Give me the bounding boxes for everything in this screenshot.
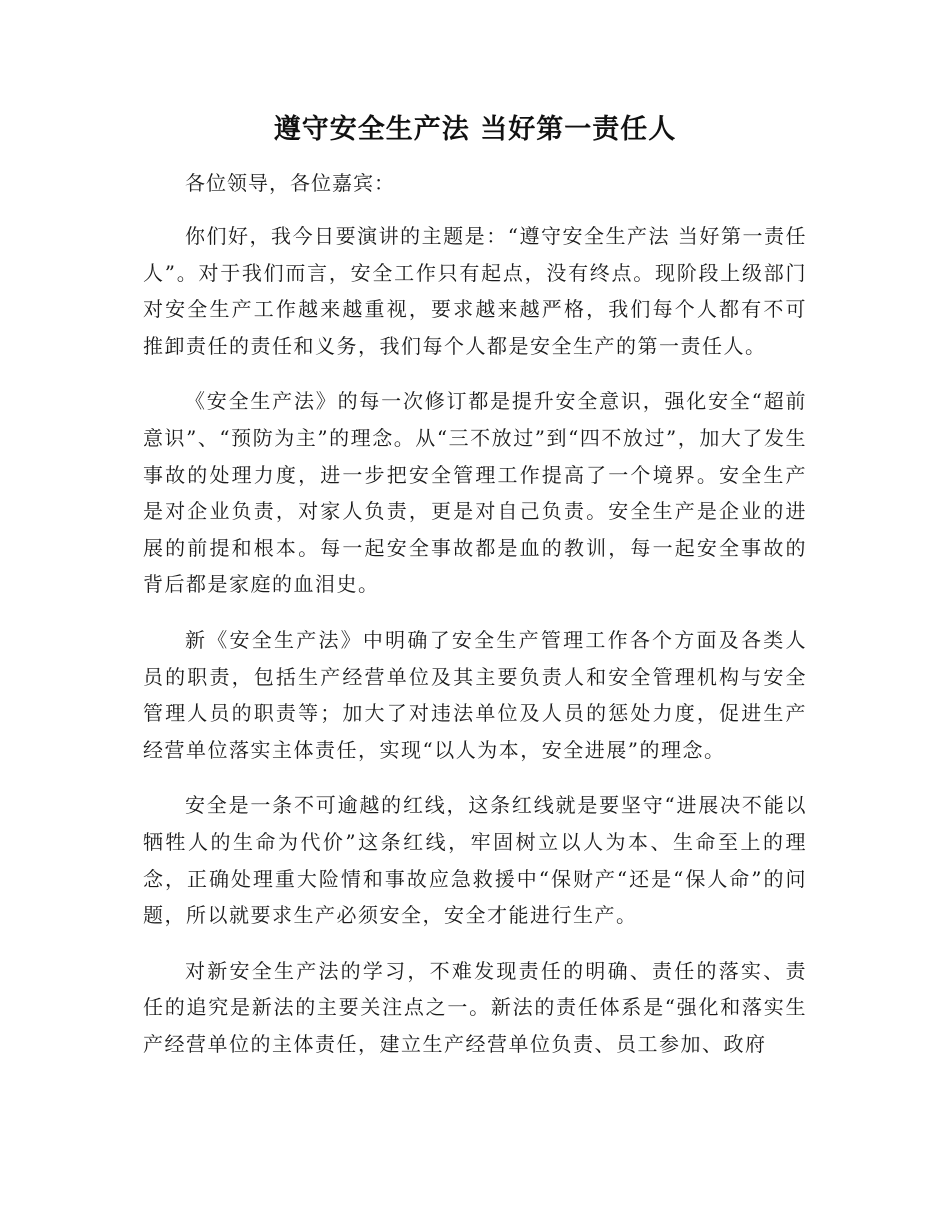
paragraph-1: 你们好，我今日要演讲的主题是：“遵守安全生产法 当好第一责任人”。对于我们而言，安全工作只有起点，没有终点。现阶段上级部门对安全生产工作越来越重视，要求越来越严格，我们每个人都有不可推卸责任的责任和义务，我们每个人都是安全生产的第一责任人。 — [143, 224, 807, 358]
paragraph-4: 安全是一条不可逾越的红线，这条红线就是要坚守“进展决不能以牺牲人的生命为代价”这条红线，牢固树立以人为本、生命至上的理念，正确处理重大险情和事故应急救援中“保财产“还是“保人命”的问题，所以就要求生产必须安全，安全才能进行生产。 — [143, 793, 807, 928]
document-body — [143, 165, 807, 1081]
paragraph-3: 新《安全生产法》中明确了安全生产管理工作各个方面及各类人员的职责，包括生产经营单位及其主要负责人和安全管理机构与安全管理人员的职责等；加大了对违法单位及人员的惩处力度，促进生产经营单位落实主体责任，实现“以人为本，安全进展”的理念。 — [143, 627, 807, 762]
document-title: 遵守安全生产法 当好第一责任人 — [273, 114, 677, 145]
greeting-line: 各位领导，各位嘉宾： — [185, 171, 395, 195]
paragraph-2: 《安全生产法》的每一次修订都是提升安全意识，强化安全“超前意识”、“预防为主”的理念。从“三不放过”到“四不放过”，加大了发生事故的处理力度，进一步把安全管理工作提高了一个境界。安全生产是对企业负责，对家人负责，更是对自己负责。安全生产是企业的进展的前提和根本。每一起安全事故都是血的教训，每一起安全事故的背后都是家庭的血泪史。 — [143, 389, 807, 597]
paragraph-5: 对新安全生产法的学习，不难发现责任的明确、责任的落实、责任的追究是新法的主要关注点之一。新法的责任体系是“强化和落实生产经营单位的主体责任，建立生产经营单位负责、员工参加、政府 — [143, 958, 807, 1056]
